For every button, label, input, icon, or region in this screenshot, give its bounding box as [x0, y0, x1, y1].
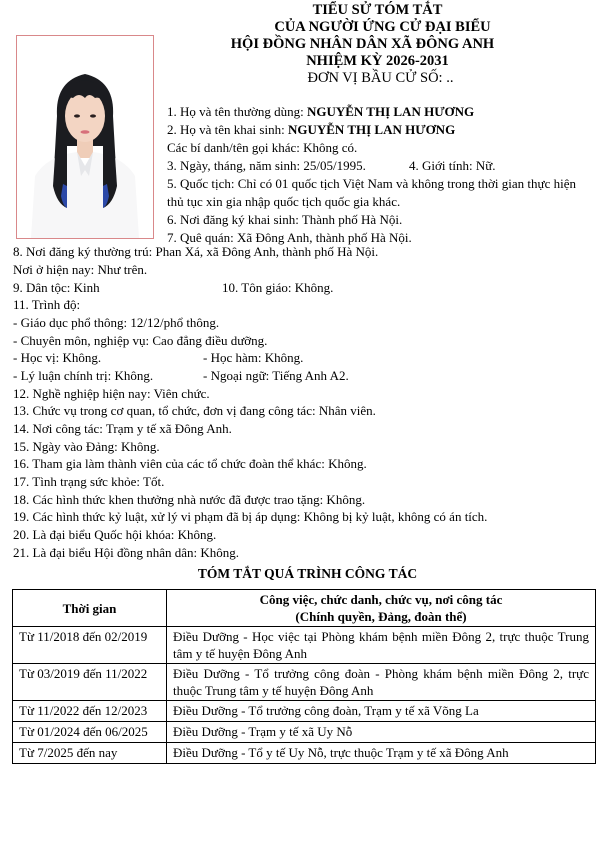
political-theory-field: - Lý luận chính trị: Không.	[13, 368, 154, 383]
table-row	[13, 743, 596, 764]
nationality-field: 5. Quốc tịch: Chỉ có 01 quốc tịch Việt Nam và không trong thời gian thực hiện	[167, 176, 576, 191]
discipline-field: 19. Các hình thức kỷ luật, xử lý vi phạm đã bị áp dụng: Không bị kỷ luật, không có án tích.	[13, 509, 488, 524]
permanent-residence-field: 8. Nơi đăng ký thường trú: Phan Xá, xã Đông Anh, thành phố Hà Nội.	[13, 244, 379, 259]
date-of-birth-field: 3. Ngày, tháng, năm sinh: 25/05/1995.	[167, 158, 366, 173]
occupation-field: 12. Nghề nghiệp hiện nay: Viên chức.	[13, 386, 210, 401]
degree-field: - Học vị: Không.	[13, 350, 102, 365]
document-subtitle: CỦA NGƯỜI ỨNG CỬ ĐẠI BIỂU	[274, 19, 491, 35]
birth-name-value: NGUYỄN THỊ LAN HƯƠNG	[287, 122, 456, 137]
portrait-photo	[16, 35, 154, 239]
row-time: Từ 7/2025 đến nay	[13, 743, 167, 764]
constituency-label: ĐƠN VỊ BẦU CỬ SỐ: ..	[307, 70, 454, 86]
common-name-label: 1. Họ và tên thường dùng:	[167, 104, 307, 119]
table-row	[13, 722, 596, 743]
position-field: 13. Chức vụ trong cơ quan, tổ chức, đơn vị đang công tác: Nhân viên.	[13, 403, 376, 418]
column-header-time: Thời gian	[13, 590, 167, 627]
foreign-language-field: - Ngoại ngữ: Tiếng Anh A2.	[203, 368, 349, 383]
health-field: 17. Tình trạng sức khỏe: Tốt.	[13, 474, 165, 489]
academic-title-field: - Học hàm: Không.	[203, 350, 304, 365]
row-description: Điều Dưỡng - Tổ y tế Uy Nỗ, trực thuộc Trạm y tế xã Đông Anh	[167, 743, 596, 764]
other-organizations-field: 16. Tham gia làm thành viên của các tổ chức đoàn thể khác: Không.	[13, 456, 367, 471]
table-row	[13, 701, 596, 722]
column-header-description	[167, 590, 596, 627]
nationality-field-continued: thủ tục xin gia nhập quốc tịch quốc gia khác.	[167, 194, 401, 209]
table-row	[13, 627, 596, 664]
awards-field: 18. Các hình thức khen thưởng nhà nước đã được trao tặng: Không.	[13, 492, 366, 507]
gender-field: 4. Giới tính: Nữ.	[409, 158, 496, 173]
common-name-field	[167, 104, 474, 120]
row-time: Từ 01/2024 đến 06/2025	[13, 722, 167, 743]
current-residence-field: Nơi ở hiện nay: Như trên.	[13, 262, 148, 277]
row-time: Từ 11/2018 đến 02/2019	[13, 627, 167, 664]
ethnicity-field: 9. Dân tộc: Kinh	[13, 280, 100, 295]
aliases-field: Các bí danh/tên gọi khác: Không có.	[167, 140, 358, 155]
birth-name-field	[167, 122, 455, 138]
row-description: Điều Dưỡng - Tổ trưởng công đoàn, Trạm y tế xã Võng La	[167, 701, 596, 722]
term-period: NHIỆM KỲ 2026-2031	[306, 53, 449, 69]
table-header-row	[13, 590, 596, 627]
row-description: Điều Dưỡng - Tổ trưởng công đoàn - Phòng khám bệnh miền Đông 2, trực thuộc Trung tâm y tế huyện Đông Anh	[167, 664, 596, 701]
religion-field: 10. Tôn giáo: Không.	[222, 280, 334, 295]
row-description: Điều Dưỡng - Trạm y tế xã Uy Nỗ	[167, 722, 596, 743]
workplace-field: 14. Nơi công tác: Trạm y tế xã Đông Anh.	[13, 421, 232, 436]
birth-registration-field: 6. Nơi đăng ký khai sinh: Thành phố Hà Nội.	[167, 212, 403, 227]
row-description: Điều Dưỡng - Học việc tại Phòng khám bệnh miền Đông 2, trực thuộc Trung tâm y tế huyện Đông Anh	[167, 627, 596, 664]
row-time: Từ 11/2022 đến 12/2023	[13, 701, 167, 722]
party-join-date-field: 15. Ngày vào Đảng: Không.	[13, 439, 160, 454]
column-header-description-line1: Công việc, chức danh, chức vụ, nơi công tác	[259, 592, 503, 607]
peoples-council-field: 21. Là đại biểu Hội đồng nhân dân: Không.	[13, 545, 240, 560]
education-heading: 11. Trình độ:	[13, 297, 81, 312]
council-name: HỘI ĐỒNG NHÂN DÂN XÃ ĐÔNG ANH	[230, 36, 495, 52]
table-row	[13, 664, 596, 701]
document-title: TIỂU SỬ TÓM TẮT	[312, 2, 443, 18]
general-education-field: - Giáo dục phổ thông: 12/12/phổ thông.	[13, 315, 220, 330]
column-header-description-line2: (Chính quyền, Đảng, đoàn thể)	[295, 609, 467, 624]
professional-education-field: - Chuyên môn, nghiệp vụ: Cao đẳng điều dưỡng.	[13, 333, 268, 348]
national-assembly-field: 20. Là đại biểu Quốc hội khóa: Không.	[13, 527, 217, 542]
common-name-value: NGUYỄN THỊ LAN HƯƠNG	[306, 104, 475, 119]
work-history-title: TÓM TẮT QUÁ TRÌNH CÔNG TÁC	[197, 566, 418, 581]
hometown-field: 7. Quê quán: Xã Đông Anh, thành phố Hà Nội.	[167, 230, 412, 245]
portrait-photo-icon	[17, 36, 153, 238]
document-header	[150, 2, 615, 87]
work-history-table	[12, 589, 596, 764]
birth-name-label: 2. Họ và tên khai sinh:	[167, 122, 288, 137]
row-time: Từ 03/2019 đến 11/2022	[13, 664, 167, 701]
